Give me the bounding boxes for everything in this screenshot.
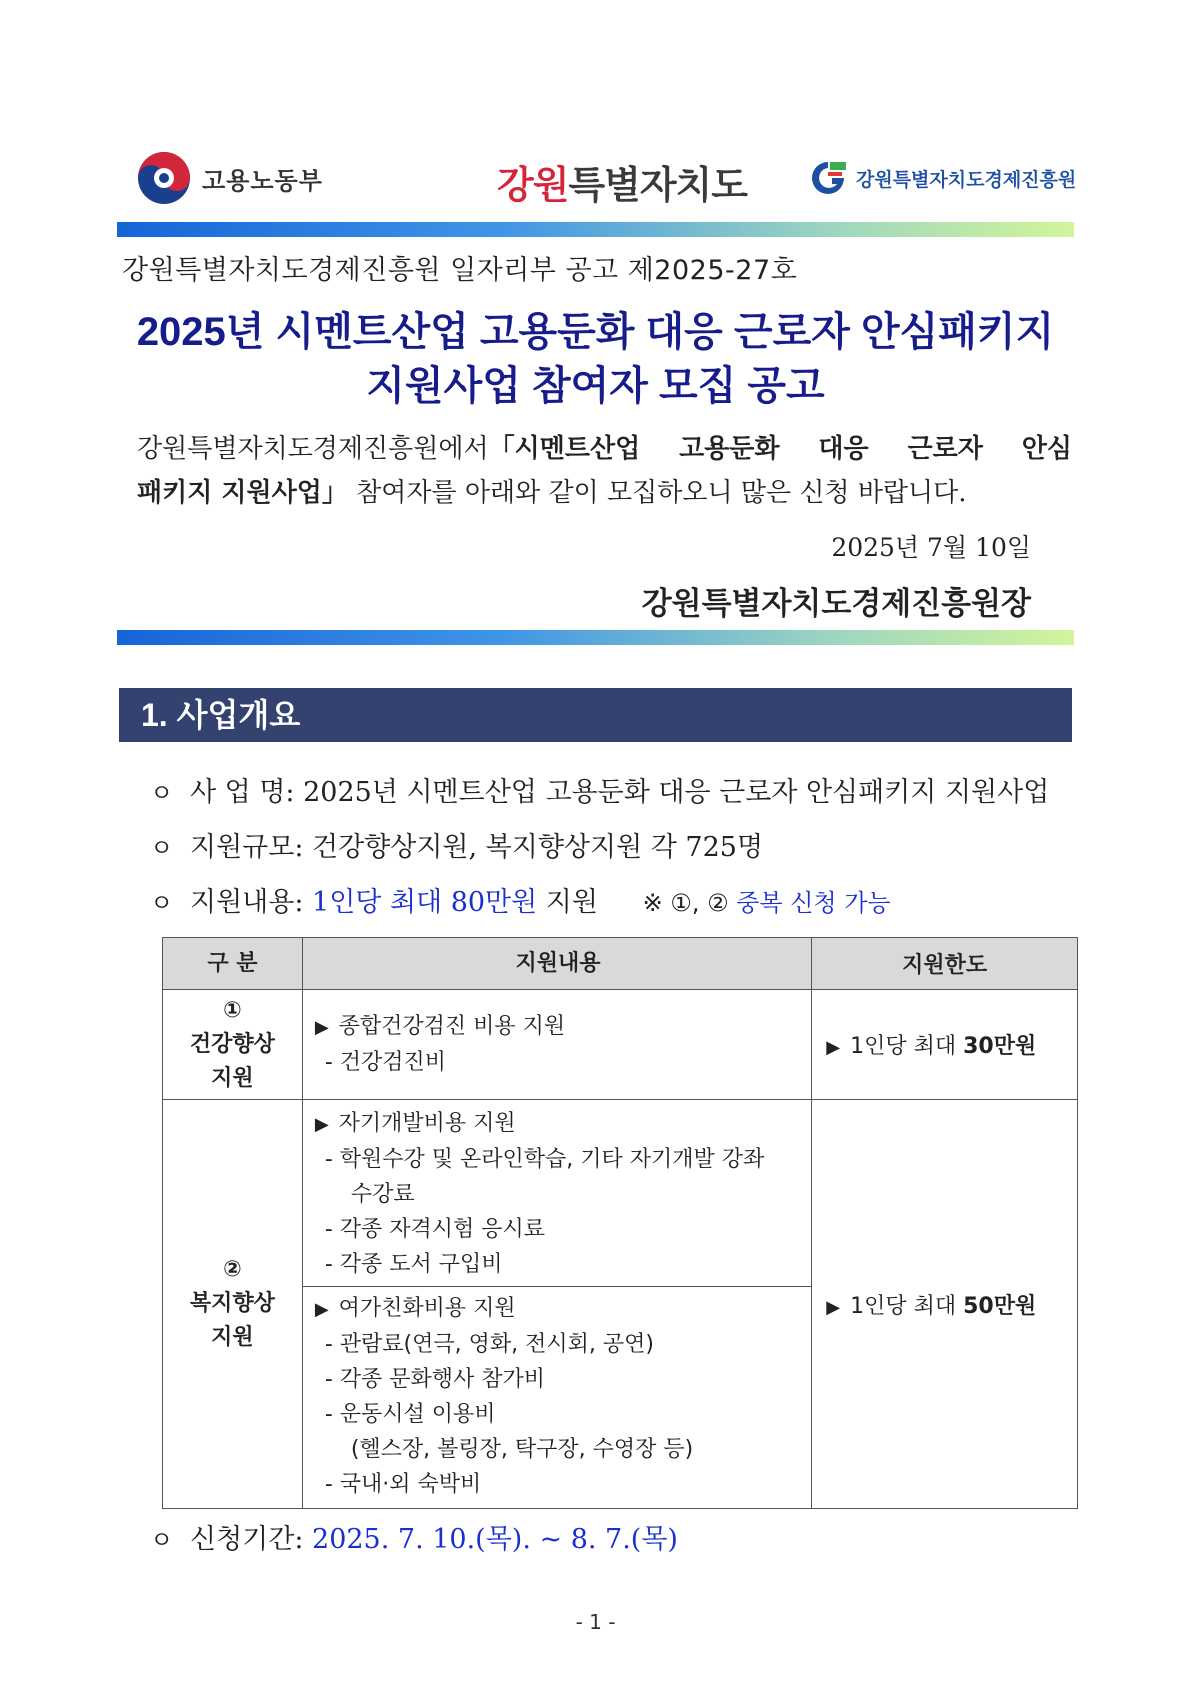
bullet-icon: ㅇ xyxy=(150,834,174,862)
intro-bold-word: 안심 xyxy=(1021,434,1072,464)
table-header: 지원한도 xyxy=(812,938,1078,990)
overview-item-content: ㅇ 지원내용: 1인당 최대 80만원 지원 ※ ①, ② 중복 신청 가능 xyxy=(150,880,891,919)
taegeuk-icon xyxy=(136,150,192,206)
moel-logo-text: 고용노동부 xyxy=(202,167,323,195)
self-development-group: ▶ 자기개발비용 지원 - 학원수강 및 온라인학습, 기타 자기개발 강좌 수강료 - 각종 자격시험 응시료 - 각종 도서 구입비 xyxy=(303,1100,811,1287)
section-heading: 1. 사업개요 xyxy=(119,688,1072,742)
notice-number: 강원특별자치도경제진흥원 일자리부 공고 제2025-27호 xyxy=(122,255,798,286)
support-table xyxy=(162,937,1078,1509)
limit-cell: ▶ 1인당 최대 30만원 xyxy=(812,990,1078,1100)
page-title-line1: 2025년 시멘트산업 고용둔화 대응 근로자 안심패키지 xyxy=(136,310,1055,354)
top-gradient-divider xyxy=(117,222,1074,237)
table-header: 구 분 xyxy=(163,938,303,990)
bullet-icon: ㅇ xyxy=(150,889,174,917)
gwep-logo-text: 강원특별자치도경제진흥원 xyxy=(856,169,1077,191)
intro-bold-word: 고용둔화 xyxy=(679,434,780,464)
triangle-bullet-icon: ▶ xyxy=(314,1299,329,1320)
overview-item-scale: ㅇ 지원규모: 건강향상지원, 복지향상지원 각 725명 xyxy=(150,825,763,864)
intro-bold-word: 근로자 xyxy=(907,434,983,464)
overview-item-period: ㅇ 신청기간: 2025. 7. 10.(목). ~ 8. 7.(목) xyxy=(150,1517,678,1556)
limit-cell: ▶ 1인당 최대 50만원 xyxy=(812,1100,1078,1509)
bullet-icon: ㅇ xyxy=(150,779,174,807)
gangwon-logo-accent: 강원 xyxy=(497,165,569,207)
content-cell xyxy=(302,1100,811,1509)
duplicate-note: ※ ①, ② 중복 신청 가능 xyxy=(642,889,891,917)
page-title-line2: 지원사업 참여자 모집 공고 xyxy=(366,364,825,408)
table-header-row xyxy=(163,938,1078,990)
gangwon-logo xyxy=(497,154,747,209)
triangle-bullet-icon: ▶ xyxy=(826,1037,841,1058)
overview-item-name: ㅇ 사 업 명: 2025년 시멘트산업 고용둔화 대응 근로자 안심패키지 지원사업 xyxy=(150,770,1049,809)
intro-prefix: 강원특별자치도경제진흥원에서「시멘트산업 xyxy=(137,434,641,464)
category-cell: ② 복지향상 지원 xyxy=(163,1100,303,1509)
intro-line2: 패키지 지원사업」 참여자를 아래와 같이 모집하오니 많은 신청 바랍니다. xyxy=(137,478,967,508)
bottom-gradient-divider xyxy=(117,630,1074,645)
page-number: - 1 - xyxy=(575,1610,616,1634)
category-cell: ① 건강향상 지원 xyxy=(163,990,303,1100)
gangwon-logo-text: 특별자치도 xyxy=(568,165,747,207)
intro-line1 xyxy=(137,428,1072,465)
triangle-bullet-icon: ▶ xyxy=(314,1114,329,1135)
triangle-bullet-icon: ▶ xyxy=(314,1017,329,1038)
table-header: 지원내용 xyxy=(302,938,811,990)
intro-bold-word: 대응 xyxy=(818,434,869,464)
triangle-bullet-icon: ▶ xyxy=(826,1296,841,1318)
signature: 강원특별자치도경제진흥원장 xyxy=(641,586,1031,621)
table-row xyxy=(163,1100,1078,1509)
gwep-logo xyxy=(808,158,1076,198)
header-logos xyxy=(0,148,1191,218)
bullet-icon: ㅇ xyxy=(150,1526,174,1554)
content-cell: ▶ 종합건강검진 비용 지원 - 건강검진비 xyxy=(302,990,811,1100)
leisure-group: ▶ 여가친화비용 지원 - 관람료(연극, 영화, 전시회, 공연) - 각종 문화행사 참가비 - 운동시설 이용비 (헬스장, 볼링장, 탁구장, 수영장 등) - 국내·외 숙박비 xyxy=(314,1296,694,1497)
gwep-mark-icon xyxy=(808,158,848,198)
moel-logo xyxy=(136,150,323,206)
notice-date: 2025년 7월 10일 xyxy=(831,533,1031,562)
table-row xyxy=(163,990,1078,1100)
